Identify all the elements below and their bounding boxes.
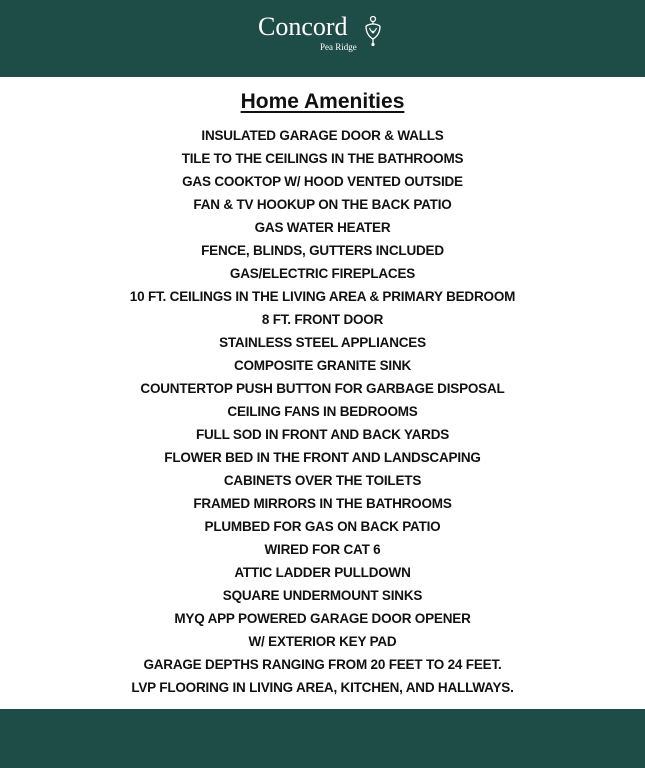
amenity-item: SQUARE UNDERMOUNT SINKS bbox=[222, 588, 423, 603]
amenity-item: FENCE, BLINDS, GUTTERS INCLUDED bbox=[201, 243, 444, 258]
amenity-item: INSULATED GARAGE DOOR & WALLS bbox=[201, 128, 444, 143]
amenity-item: COUNTERTOP PUSH BUTTON FOR GARBAGE DISPOSAL bbox=[140, 381, 505, 396]
logo-wordmark: Concord bbox=[258, 12, 348, 41]
concord-logo bbox=[258, 12, 388, 58]
amenity-item: LVP FLOORING IN LIVING AREA, KITCHEN, AND HALLWAYS. bbox=[131, 680, 514, 695]
amenity-list bbox=[0, 124, 645, 699]
amenity-item: WIRED FOR CAT 6 bbox=[264, 542, 381, 557]
logo-location: Pea Ridge bbox=[320, 42, 357, 52]
amenity-item: STAINLESS STEEL APPLIANCES bbox=[219, 335, 426, 350]
amenity-item: CEILING FANS IN BEDROOMS bbox=[227, 404, 418, 419]
amenity-item: TILE TO THE CEILINGS IN THE BATHROOMS bbox=[181, 151, 464, 166]
amenity-item: GAS WATER HEATER bbox=[254, 220, 391, 235]
page-title: Home Amenities bbox=[240, 90, 405, 113]
amenity-item: PLUMBED FOR GAS ON BACK PATIO bbox=[204, 519, 441, 534]
amenity-item: CABINETS OVER THE TOILETS bbox=[223, 473, 422, 488]
amenity-item: 8 FT. FRONT DOOR bbox=[261, 312, 384, 327]
amenity-item: FRAMED MIRRORS IN THE BATHROOMS bbox=[193, 496, 452, 511]
amenity-item: COMPOSITE GRANITE SINK bbox=[233, 358, 412, 373]
amenity-item: GAS COOKTOP W/ HOOD VENTED OUTSIDE bbox=[182, 174, 463, 189]
amenity-item: W/ EXTERIOR KEY PAD bbox=[248, 634, 397, 649]
amenity-item: FULL SOD IN FRONT AND BACK YARDS bbox=[195, 427, 450, 442]
amenity-item: 10 FT. CEILINGS IN THE LIVING AREA & PRIMARY BEDROOM bbox=[129, 289, 516, 304]
amenity-item: GAS/ELECTRIC FIREPLACES bbox=[229, 266, 416, 281]
amenity-item: GARAGE DEPTHS RANGING FROM 20 FEET TO 24 FEET. bbox=[143, 657, 502, 672]
footer-band bbox=[0, 709, 645, 768]
amenity-item: FAN & TV HOOKUP ON THE BACK PATIO bbox=[193, 197, 452, 212]
amenity-item: ATTIC LADDER PULLDOWN bbox=[234, 565, 411, 580]
amenity-item: FLOWER BED IN THE FRONT AND LANDSCAPING bbox=[164, 450, 481, 465]
amenity-item: MYQ APP POWERED GARAGE DOOR OPENER bbox=[174, 611, 471, 626]
header-band bbox=[0, 0, 645, 77]
door-knocker-icon bbox=[363, 15, 383, 47]
